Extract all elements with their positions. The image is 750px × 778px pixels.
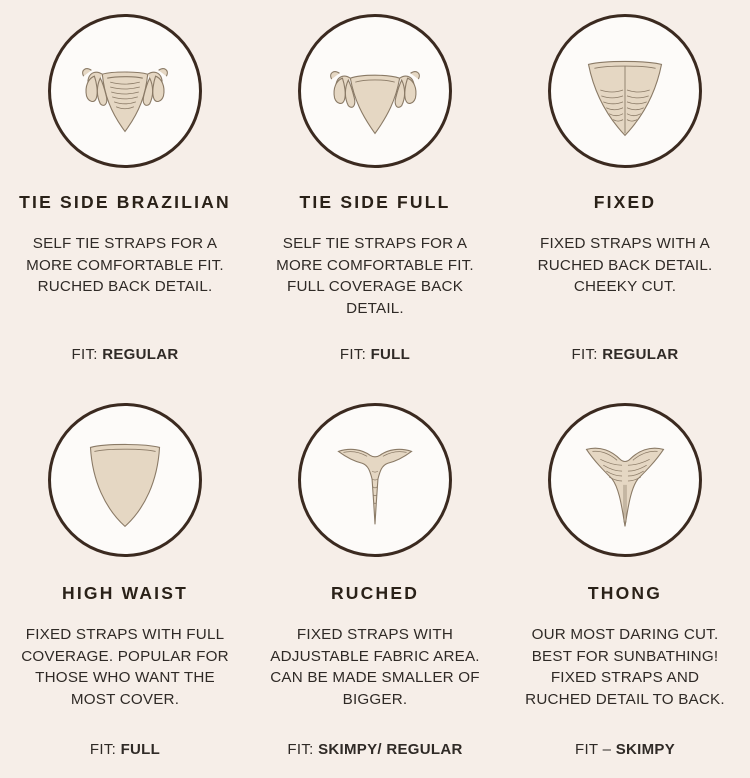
- fit-label: FIT:: [71, 346, 98, 363]
- style-card-fixed: [500, 0, 750, 389]
- fit-value: SKIMPY: [615, 741, 675, 758]
- fit-label: FIT:: [89, 741, 117, 758]
- ruched-bikini-bottom-icon: [298, 403, 452, 557]
- fit-row: [500, 346, 750, 363]
- fit-value: SKIMPY/ REGULAR: [318, 741, 463, 758]
- thong-bikini-bottom-icon: [548, 403, 702, 557]
- fit-row: [250, 346, 500, 363]
- style-description: FIXED STRAPS WITH A RUCHED BACK DETAIL. CHEEKY CUT.: [537, 235, 713, 296]
- fit-value: REGULAR: [102, 346, 179, 363]
- fit-label: FIT –: [574, 741, 612, 758]
- style-description: SELF TIE STRAPS FOR A MORE COMFORTABLE FIT. FULL COVERAGE BACK DETAIL.: [276, 235, 474, 317]
- style-description: FIXED STRAPS WITH ADJUSTABLE FABRIC AREA. CAN BE MADE SMALLER OF BIGGER.: [270, 626, 480, 708]
- fit-label: FIT:: [571, 346, 598, 363]
- fit-row: [250, 741, 500, 758]
- fit-label: FIT:: [287, 741, 314, 758]
- fit-row: [500, 741, 750, 758]
- style-card-tie-side-full: [250, 0, 500, 389]
- style-card-ruched: [250, 389, 500, 778]
- style-card-thong: [500, 389, 750, 778]
- style-description: FIXED STRAPS WITH FULL COVERAGE. POPULAR FOR THOSE WHO WANT THE MOST COVER.: [21, 626, 229, 708]
- fixed-bikini-bottom-icon: [548, 14, 702, 168]
- style-description: OUR MOST DARING CUT. BEST FOR SUNBATHING! FIXED STRAPS AND RUCHED DETAIL TO BACK.: [525, 626, 725, 708]
- tie-side-full-bikini-bottom-icon: [298, 14, 452, 168]
- style-card-tie-side-brazilian: [0, 0, 250, 389]
- fit-value: FULL: [370, 346, 411, 363]
- fit-label: FIT:: [339, 346, 367, 363]
- style-description: SELF TIE STRAPS FOR A MORE COMFORTABLE FIT. RUCHED BACK DETAIL.: [26, 235, 224, 296]
- style-card-high-waist: [0, 389, 250, 778]
- fit-value: FULL: [120, 741, 161, 758]
- style-title: HIGH WAIST: [61, 583, 189, 603]
- style-title: TIE SIDE FULL: [299, 192, 451, 212]
- style-title: FIXED: [593, 192, 657, 212]
- tie-side-brazilian-bikini-bottom-icon: [48, 14, 202, 168]
- fit-value: REGULAR: [602, 346, 679, 363]
- style-title: TIE SIDE BRAZILIAN: [19, 192, 231, 212]
- fit-row: [0, 346, 250, 363]
- fit-row: [0, 741, 250, 758]
- high-waist-bikini-bottom-icon: [48, 403, 202, 557]
- style-title: RUCHED: [330, 583, 420, 603]
- style-title: THONG: [587, 583, 663, 603]
